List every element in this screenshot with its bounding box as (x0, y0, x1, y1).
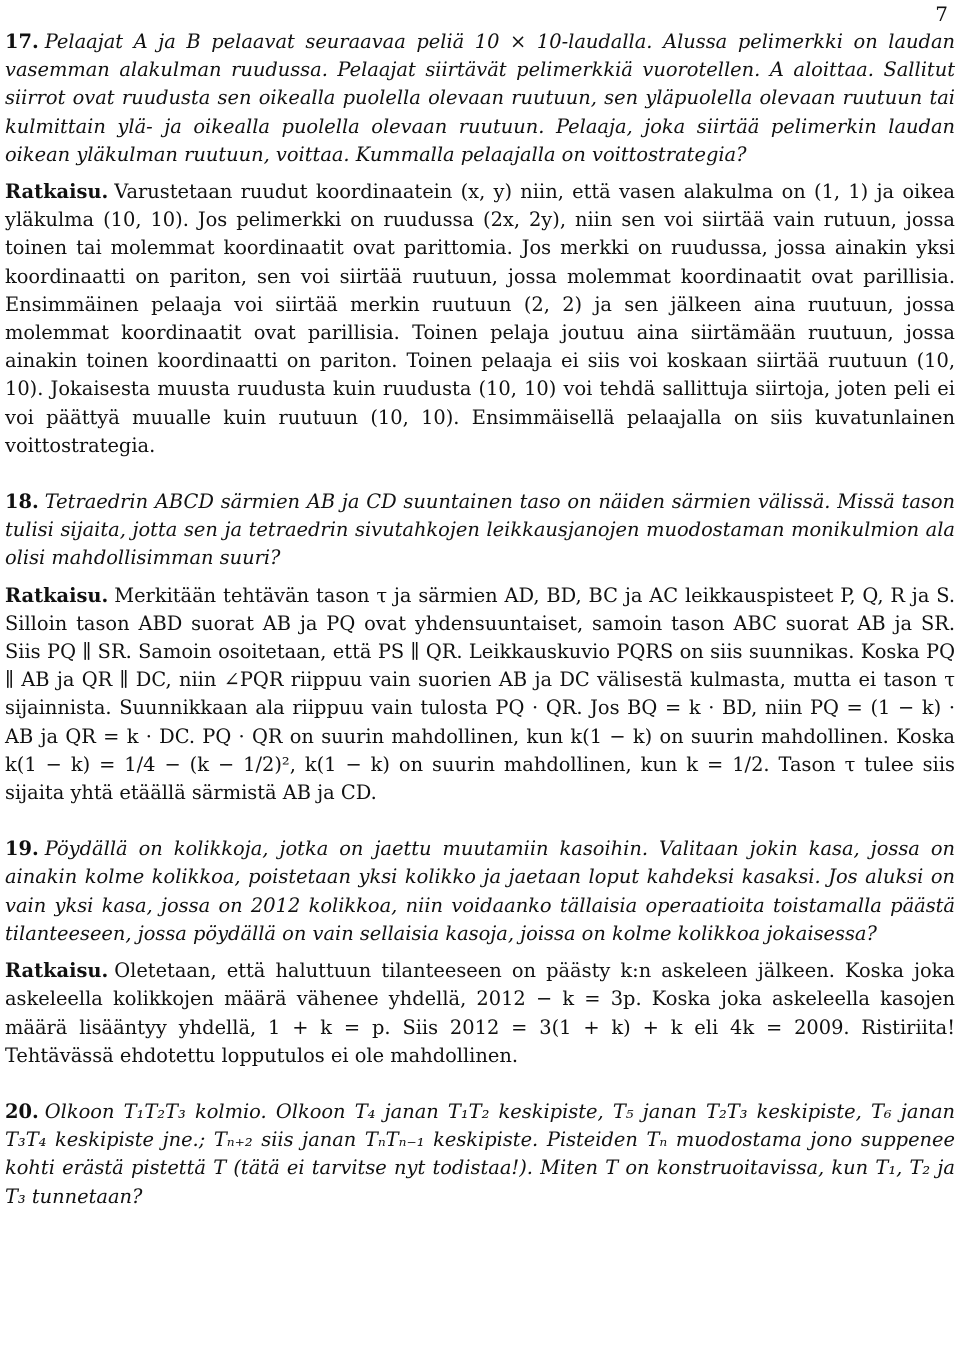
problem-19 (5, 835, 955, 1070)
solution (5, 582, 955, 808)
problem-17 (5, 28, 955, 460)
problem-18 (5, 488, 955, 807)
problem-statement (5, 1098, 955, 1211)
problem-number: 17. (5, 30, 39, 53)
problem-text: Tetraedrin ABCD särmien AB ja CD suuntainen taso on näiden särmien välissä. Missä tason tulisi sijaita, jotta sen ja tetraedrin sivutahkojen leikkausjanojen muodostaman monikulmion ala olisi mahdollisimman suuri? (5, 490, 955, 570)
solution (5, 957, 955, 1070)
problem-number: 20. (5, 1099, 39, 1123)
page-content (5, 28, 955, 1220)
solution-text: Varustetaan ruudut koordinaatein (x, y) niin, että vasen alakulma on (1, 1) ja oikea yläkulma (10, 10). Jos pelimerkki on ruudussa (2x, 2y), niin sen voi siirtää vain rutuun, jossa toinen tai molemmat koordinaatit ovat parittomia. Jos merkki on ruudussa, jossa ainakin yksi koordinaatti on pariton, sen voi siirtää ruutuun, jossa molemmat koordinaatit ovat parillisia. Ensimmäinen pelaaja voi siirtää merkin ruutuun (2, 2) ja sen jälkeen aina ruutuun, jossa molemmat koordinaatit ovat parillisia. Toinen pelaja joutuu aina siirtämään ruutuun, jossa ainakin toinen koordinaatti on pariton. Toinen pelaaja ei siis voi koskaan siirtää ruutuun (10, 10). Jokaisesta muusta ruudusta kuin ruudusta (10, 10) voi tehdä sallittuja siirtoja, joten peli ei voi päättyä muualle kuin ruutuun (10, 10). Ensimmäisellä pelaajalla on siis kuvatunlainen voittostrategia. (5, 180, 955, 457)
problem-20 (5, 1098, 955, 1211)
problem-text: Pelaajat A ja B pelaavat seuraavaa peliä 10 × 10-laudalla. Alussa pelimerkki on laudan vasemman alakulman ruudussa. Pelaajat siirtävät pelimerkkiä vuorotellen. A aloittaa. Sallitut siirrot ovat ruudusta sen oikealla puolella olevaan ruutuun, sen yläpuolella olevaan ruutuun tai kulmittain ylä- ja oikealla puolella olevaan ruutuun. Pelaaja, joka siirtää pelimerkin laudan oikean yläkulman ruutuun, voittaa. Kummalla pelaajalla on voittostrategia? (5, 30, 955, 166)
solution-text: Oletetaan, että haluttuun tilanteeseen on päästy k:n askeleen jälkeen. Koska joka askeleella kolikkojen määrä vähenee yhdellä, 2012 − k = 3p. Koska joka askeleella kasojen määrä lisääntyy yhdellä, 1 + k = p. Siis 2012 = 3(1 + k) + k eli 4k = 2009. Ristiriita! Tehtävässä ehdotettu lopputulos ei ole mahdollinen. (5, 959, 955, 1067)
solution-text: Merkitään tehtävän tason τ ja särmien AD, BD, BC ja AC leikkauspisteet P, Q, R ja S. Silloin tason ABD suorat AB ja PQ ovat yhdensuuntaiset, samoin tason ABC suorat AB ja SR. Siis PQ ∥ SR. Samoin osoitetaan, että PS ∥ QR. Leikkauskuvio PQRS on siis suunnikas. Koska PQ ∥ AB ja QR ∥ DC, niin ∠PQR riippuu vain suorien AB ja DC välisestä kulmasta, mutta ei tason τ sijainnista. Suunnikkaan ala riippuu vain tulosta PQ · QR. Jos BQ = k · BD, niin PQ = (1 − k) · AB ja QR = k · DC. PQ · QR on suurin mahdollinen, kun k(1 − k) on suurin mahdollinen. Koska k(1 − k) = 1/4 − (k − 1/2)², k(1 − k) on suurin mahdollinen, kun k = 1/2. Tason τ tulee siis sijaita yhtä etäällä särmistä AB ja CD. (5, 583, 955, 805)
solution-label: Ratkaisu. (5, 583, 109, 607)
page-number: 7 (935, 2, 948, 26)
problem-text: Olkoon T₁T₂T₃ kolmio. Olkoon T₄ janan T₁T₂ keskipiste, T₅ janan T₂T₃ keskipiste, T₆ janan T₃T₄ keskipiste jne.; Tₙ₊₂ siis janan TₙTₙ₋₁ keskipiste. Pisteiden Tₙ muodostama jono suppenee kohti erästä pistettä T (tätä ei tarvitse nyt todistaa!). Miten T on konstruoitavissa, kun T₁, T₂ ja T₃ tunnetaan? (5, 1099, 955, 1208)
problem-statement (5, 28, 955, 169)
solution (5, 178, 955, 460)
problem-text: Pöydällä on kolikkoja, jotka on jaettu muutamiin kasoihin. Valitaan jokin kasa, jossa on ainakin kolme kolikkoa, poistetaan yksi kolikko ja jaetaan loput kahdeksi kasaksi. Jos aluksi on vain yksi kasa, jossa on 2012 kolikkoa, niin voidaanko tällaisia operaatioita toistamalla päästä tilanteeseen, jossa pöydällä on vain sellaisia kasoja, joissa on kolme kolikkoa jokaisessa? (5, 837, 955, 945)
problem-statement (5, 835, 955, 948)
solution-label: Ratkaisu. (5, 959, 109, 983)
solution-label: Ratkaisu. (5, 180, 109, 204)
problem-statement (5, 488, 955, 573)
problem-number: 19. (5, 837, 39, 861)
problem-number: 18. (5, 490, 39, 514)
